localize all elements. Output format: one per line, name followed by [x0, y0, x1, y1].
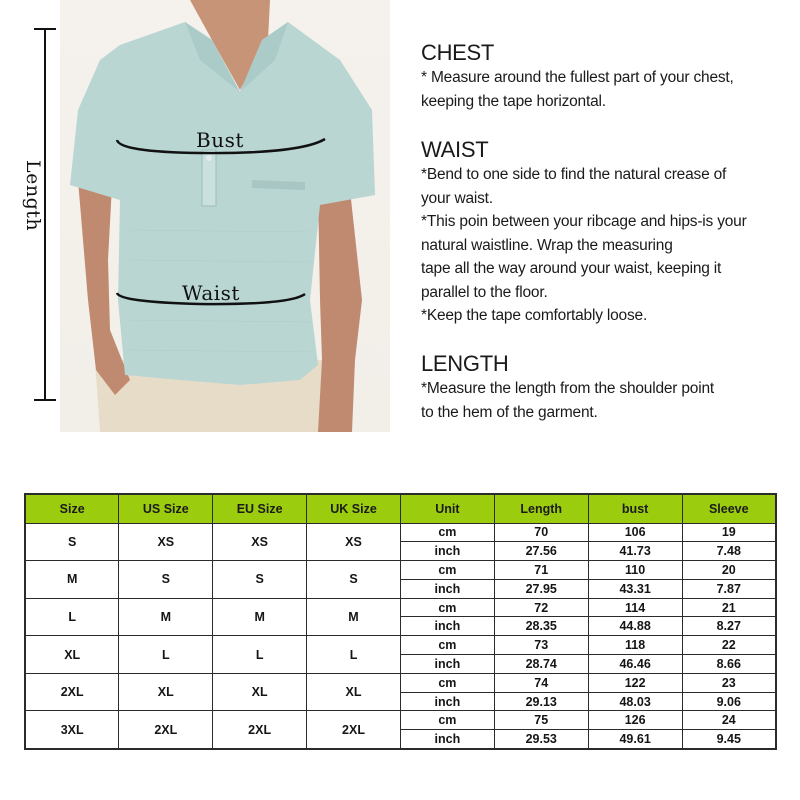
cell-eu-size: L [213, 636, 307, 674]
chest-section [421, 40, 734, 113]
length-title: LENGTH [421, 351, 509, 376]
cell-sleeve: 7.87 [682, 579, 776, 598]
waist-text-line: natural waistline. Wrap the measuring [421, 236, 673, 254]
cell-us-size: L [119, 636, 213, 674]
cell-length: 75 [494, 711, 588, 730]
cell-unit: inch [400, 542, 494, 561]
cell-unit: cm [400, 561, 494, 580]
cell-eu-size: M [213, 598, 307, 636]
table-row [25, 711, 776, 730]
header-eu-size: EU Size [213, 494, 307, 523]
cell-eu-size: XS [213, 523, 307, 561]
cell-unit: inch [400, 730, 494, 749]
header-length: Length [494, 494, 588, 523]
length-section [421, 351, 714, 424]
cell-bust: 46.46 [588, 655, 682, 674]
waist-text-line: *Bend to one side to find the natural crease of [421, 166, 727, 183]
cell-us-size: M [119, 598, 213, 636]
waist-label: Waist [182, 281, 240, 305]
cell-size: 2XL [25, 673, 119, 711]
cell-us-size: XL [119, 673, 213, 711]
table-header-row [25, 494, 776, 523]
cell-length: 73 [494, 636, 588, 655]
cell-sleeve: 8.27 [682, 617, 776, 636]
cell-size: L [25, 598, 119, 636]
cell-sleeve: 8.66 [682, 655, 776, 674]
waist-text-line: *Keep the tape comfortably loose. [421, 307, 648, 324]
cell-bust: 48.03 [588, 692, 682, 711]
length-text-line: to the hem of the garment. [421, 403, 598, 421]
cell-us-size: S [119, 561, 213, 599]
cell-unit: inch [400, 692, 494, 711]
bust-label: Bust [196, 128, 244, 152]
cell-sleeve: 24 [682, 711, 776, 730]
header-sleeve: Sleeve [682, 494, 776, 523]
cell-uk-size: XS [307, 523, 401, 561]
shirt-photo [60, 0, 390, 432]
cell-bust: 43.31 [588, 579, 682, 598]
size-chart-table [24, 493, 777, 750]
cell-bust: 122 [588, 673, 682, 692]
chest-title: CHEST [421, 40, 495, 65]
cell-length: 27.56 [494, 542, 588, 561]
cell-sleeve: 7.48 [682, 542, 776, 561]
cell-unit: inch [400, 655, 494, 674]
table-row [25, 523, 776, 542]
header-us-size: US Size [119, 494, 213, 523]
header-unit: Unit [400, 494, 494, 523]
chest-text-line: keeping the tape horizontal. [421, 92, 606, 110]
table-row [25, 561, 776, 580]
cell-size: M [25, 561, 119, 599]
length-measure-bar [44, 28, 46, 400]
cell-length: 27.95 [494, 579, 588, 598]
cell-length: 29.13 [494, 692, 588, 711]
cell-bust: 110 [588, 561, 682, 580]
cell-eu-size: XL [213, 673, 307, 711]
cell-unit: cm [400, 711, 494, 730]
waist-section [421, 137, 747, 328]
length-text-line: *Measure the length from the shoulder point [421, 380, 714, 397]
cell-us-size: XS [119, 523, 213, 561]
cell-bust: 49.61 [588, 730, 682, 749]
length-bar-bottom-cap [34, 399, 56, 401]
cell-unit: inch [400, 579, 494, 598]
cell-eu-size: S [213, 561, 307, 599]
header-size: Size [25, 494, 119, 523]
cell-length: 74 [494, 673, 588, 692]
cell-uk-size: S [307, 561, 401, 599]
chest-text-line: * Measure around the fullest part of your chest, [421, 69, 734, 86]
header-uk-size: UK Size [307, 494, 401, 523]
cell-length: 70 [494, 523, 588, 542]
cell-unit: cm [400, 636, 494, 655]
cell-sleeve: 9.06 [682, 692, 776, 711]
cell-uk-size: M [307, 598, 401, 636]
cell-sleeve: 9.45 [682, 730, 776, 749]
cell-bust: 44.88 [588, 617, 682, 636]
cell-unit: cm [400, 598, 494, 617]
cell-unit: inch [400, 617, 494, 636]
cell-size: XL [25, 636, 119, 674]
shirt-illustration [60, 0, 390, 432]
cell-sleeve: 19 [682, 523, 776, 542]
cell-length: 29.53 [494, 730, 588, 749]
cell-bust: 114 [588, 598, 682, 617]
cell-unit: cm [400, 523, 494, 542]
table-row [25, 598, 776, 617]
length-label: Length [22, 160, 44, 232]
cell-uk-size: L [307, 636, 401, 674]
cell-length: 28.35 [494, 617, 588, 636]
table-row [25, 636, 776, 655]
cell-sleeve: 20 [682, 561, 776, 580]
waist-text-line: your waist. [421, 189, 493, 207]
table-row [25, 673, 776, 692]
cell-sleeve: 22 [682, 636, 776, 655]
cell-eu-size: 2XL [213, 711, 307, 749]
cell-length: 71 [494, 561, 588, 580]
cell-bust: 41.73 [588, 542, 682, 561]
cell-bust: 118 [588, 636, 682, 655]
cell-uk-size: 2XL [307, 711, 401, 749]
waist-title: WAIST [421, 137, 489, 162]
waist-text-line: tape all the way around your waist, keeping it [421, 260, 722, 277]
waist-text-line: *This poin between your ribcage and hips-is your [421, 213, 747, 230]
waist-text-line: parallel to the floor. [421, 283, 548, 301]
cell-bust: 126 [588, 711, 682, 730]
cell-us-size: 2XL [119, 711, 213, 749]
cell-length: 28.74 [494, 655, 588, 674]
cell-sleeve: 23 [682, 673, 776, 692]
cell-length: 72 [494, 598, 588, 617]
cell-bust: 106 [588, 523, 682, 542]
header-bust: bust [588, 494, 682, 523]
cell-uk-size: XL [307, 673, 401, 711]
cell-sleeve: 21 [682, 598, 776, 617]
cell-size: S [25, 523, 119, 561]
cell-unit: cm [400, 673, 494, 692]
cell-size: 3XL [25, 711, 119, 749]
